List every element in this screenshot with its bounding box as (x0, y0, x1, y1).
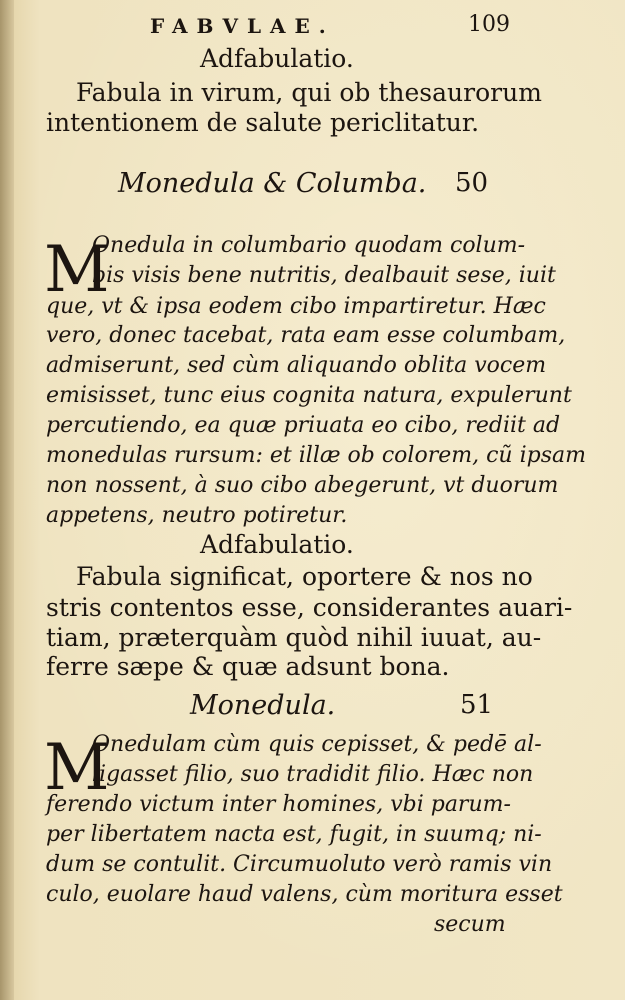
fable-text-line: percutiendo, ea quæ priuata eo cibo, rediit ad (46, 413, 561, 438)
page-number: 109 (468, 12, 510, 37)
fable-title-50: Monedula & Columba. (118, 168, 427, 199)
fable-number-50: 50 (455, 168, 489, 198)
fable-text-line: ligasset filio, suo tradidit filio. Hæc non (92, 762, 534, 787)
fable-text-line: dum se contulit. Circumuoluto verò ramis vin (46, 852, 553, 877)
fable-text-line: monedulas rursum: et illæ ob colorem, cũ ipsam (46, 443, 586, 468)
fable-number-51: 51 (460, 690, 494, 720)
fable-text-line: que, vt & ipsa eodem cibo impartiretur. Hæc (46, 294, 546, 319)
moral-line: Fabula in virum, qui ob thesaurorum (76, 78, 542, 107)
moral-line: intentionem de salute periclitatur. (46, 108, 480, 137)
fable-text-line: emisisset, tunc eius cognita natura, expulerunt (46, 383, 572, 408)
fable-text-line: vero, donec tacebat, rata eam esse columbam, (46, 323, 566, 348)
moral-line: ferre sæpe & quæ adsunt bona. (46, 652, 450, 681)
fable-text-line: ferendo victum inter homines, vbi parum- (46, 792, 511, 817)
drop-cap-50: M (44, 233, 110, 307)
fable-title-51: Monedula. (190, 690, 336, 721)
drop-cap-51: M (44, 731, 110, 805)
moral-line: stris contentos esse, considerantes auari- (46, 593, 573, 622)
adfabulatio-heading-49: Adfabulatio. (200, 44, 354, 73)
running-head: FABVLAE. (150, 14, 335, 38)
fable-text-line: admiserunt, sed cùm aliquando oblita vocem (46, 353, 547, 378)
fable-text-line: per libertatem nacta est, fugit, in suumq; ni- (46, 822, 542, 847)
fable-text-line: Onedulam cùm quis cepisset, & pedē al- (92, 732, 542, 757)
adfabulatio-heading-50: Adfabulatio. (200, 530, 354, 559)
moral-line: Fabula significat, oportere & nos no (76, 562, 533, 591)
fable-text-line: Onedula in columbario quodam colum- (92, 233, 526, 258)
fable-text-line: bis visis bene nutritis, dealbauit sese, iuit (92, 263, 556, 288)
catchword: secum (434, 912, 506, 937)
fable-text-line: non nossent, à suo cibo abegerunt, vt duorum (46, 473, 559, 498)
fable-text-line: culo, euolare haud valens, cùm moritura esset (46, 882, 563, 907)
fable-text-line: appetens, neutro potiretur. (46, 503, 348, 528)
moral-line: tiam, præterquàm quòd nihil iuuat, au- (46, 623, 542, 652)
book-gutter (0, 0, 14, 1000)
